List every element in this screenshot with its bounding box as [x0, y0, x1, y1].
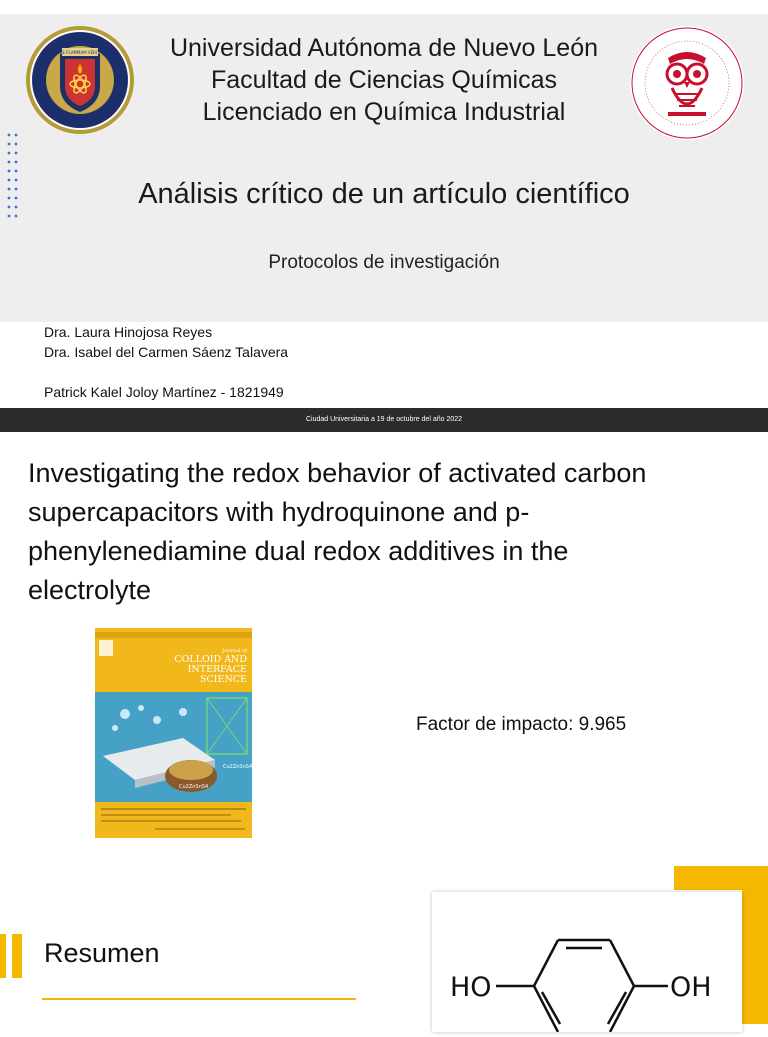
impact-factor: Factor de impacto: 9.965 [416, 714, 627, 735]
presentation-title: Análisis crítico de un artículo científico [138, 178, 630, 210]
svg-text:INTERFACE: INTERFACE [187, 664, 247, 675]
article-title-line: electrolyte [28, 575, 152, 605]
accent-side-bar [742, 866, 768, 1024]
university-name: Universidad Autónoma de Nuevo León [169, 34, 599, 62]
hydroquinone-structure [432, 892, 742, 1032]
hydroxyl-right-label: OH [670, 972, 712, 1003]
svg-text:COLLOID AND: COLLOID AND [174, 654, 247, 665]
article-title-line: phenylenediamine dual redox additives in the [28, 536, 569, 566]
section-heading: Resumen [44, 938, 160, 968]
university-heading [140, 32, 628, 128]
svg-text:Journal of: Journal of [222, 648, 247, 654]
article-title-line: supercapacitors with hydroquinone and p- [28, 497, 530, 527]
title-slide [0, 14, 768, 432]
teacher-name: Dra. Isabel del Carmen Sáenz Talavera [44, 344, 289, 360]
fcq-owl-logo [628, 24, 746, 142]
faculty-name: Facultad de Ciencias Químicas [211, 66, 557, 94]
hydroxyl-left-label: HO [450, 972, 492, 1003]
svg-text:Cu2ZnSnS4: Cu2ZnSnS4 [223, 764, 252, 770]
journal-cover-image [95, 628, 252, 838]
slide-header [0, 14, 768, 322]
article-title [28, 454, 748, 610]
svg-text:ALERE FLAMMAM VERITATIS: ALERE FLAMMAM VERITATIS [52, 50, 108, 55]
summary-slide [0, 864, 768, 1024]
date-footer: Ciudad Universitaria a 19 de octubre del año 2022 [0, 408, 768, 432]
svg-text:Cu2ZnSnS4: Cu2ZnSnS4 [179, 784, 209, 790]
article-title-line: Investigating the redox behavior of activated carbon [28, 458, 647, 488]
svg-text:SCIENCE: SCIENCE [200, 674, 247, 685]
accent-bars [0, 934, 24, 978]
presentation-subtitle: Protocolos de investigación [268, 252, 500, 273]
article-slide [0, 432, 768, 864]
heading-underline [42, 998, 356, 1000]
uanl-seal-logo [24, 24, 136, 136]
authors-block [44, 322, 288, 402]
teacher-name: Dra. Laura Hinojosa Reyes [44, 324, 213, 340]
degree-name: Licenciado en Química Industrial [202, 98, 566, 126]
student-name: Patrick Kalel Joloy Martínez - 1821949 [44, 384, 284, 400]
